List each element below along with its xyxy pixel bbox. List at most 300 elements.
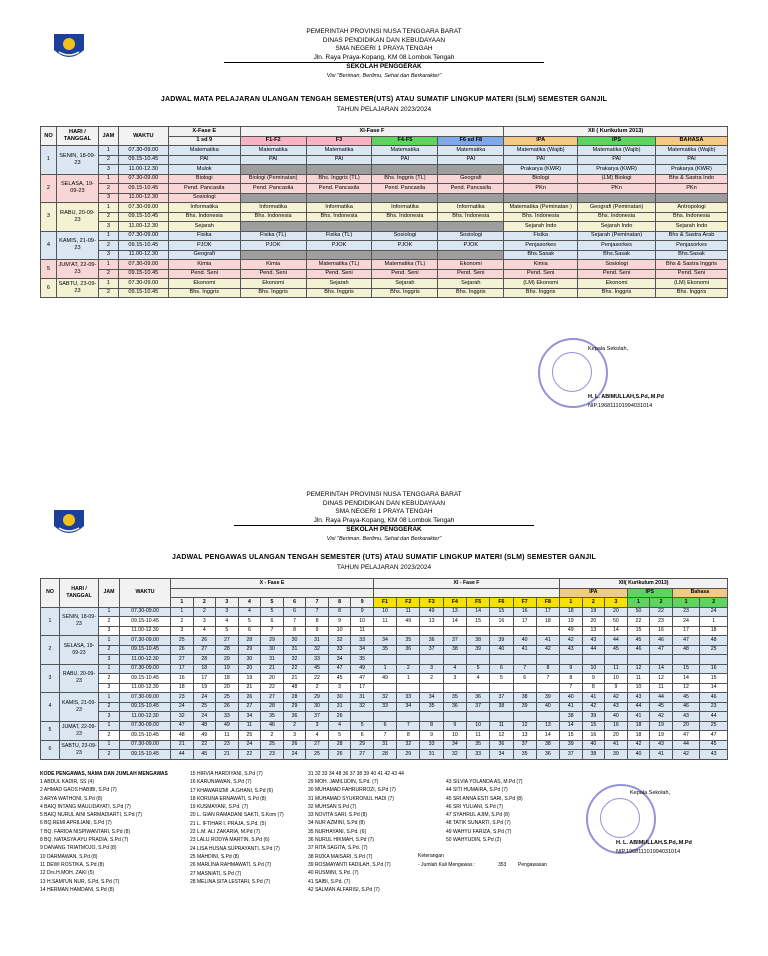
subject-cell: [438, 193, 504, 203]
subject-cell: PKn: [655, 184, 727, 194]
code-cell: 4: [466, 674, 489, 684]
code-cell: [536, 655, 559, 665]
code-cell: 13: [536, 721, 559, 731]
code-cell: 44: [605, 636, 628, 646]
subject-cell: [240, 222, 306, 232]
code-cell: 6: [238, 626, 261, 636]
col-header: F6 sd F8: [438, 136, 504, 146]
code-cell: 11: [605, 664, 628, 674]
code-cell: 14: [536, 731, 559, 741]
col-header: 9: [351, 598, 374, 608]
staff-entry: 47 SYAHRUL AJIM, S.Pd (8): [446, 812, 510, 819]
code-cell: 28: [261, 702, 284, 712]
col-header: 2: [700, 598, 728, 608]
subject-cell: PAI: [655, 155, 727, 165]
code-cell: 43: [627, 693, 650, 703]
table-row: [41, 674, 728, 684]
code-cell: 31: [283, 645, 306, 655]
day-number: 6: [41, 740, 60, 759]
code-cell: 7: [397, 721, 420, 731]
staff-entry: 10 DARMAWAN, S.Pd (8): [40, 853, 98, 860]
code-cell: 19: [650, 731, 673, 741]
code-cell: 45: [650, 702, 673, 712]
staff-entry: 33 NOVITA SARI, S.Pd (8): [308, 812, 368, 819]
time-cell: 11.00-12.30: [118, 193, 168, 203]
subject-cell: [240, 165, 306, 175]
code-cell: 46: [627, 645, 650, 655]
jam-cell: 3: [98, 250, 118, 260]
time-cell: 09.15-10.45: [118, 288, 168, 298]
jam-cell: 1: [98, 146, 118, 156]
subject-cell: Informatika: [240, 203, 306, 213]
code-cell: 43: [605, 702, 628, 712]
code-cell: 9: [443, 721, 466, 731]
subject-cell: Pend. Seni: [578, 269, 656, 279]
code-cell: 10: [582, 664, 605, 674]
signature-nip: NIP.196811101994031014: [588, 403, 653, 409]
code-cell: [443, 712, 466, 722]
code-cell: 24: [283, 750, 306, 760]
col-header: F1: [373, 598, 396, 608]
time-cell: 07.30-09.00: [120, 721, 171, 731]
code-cell: 42: [582, 702, 605, 712]
group-bahasa: Bahasa: [672, 588, 727, 598]
table-row: [41, 645, 728, 655]
code-cell: 27: [171, 655, 194, 665]
code-cell: 42: [536, 645, 559, 655]
code-cell: 46: [650, 636, 673, 646]
code-cell: 49: [351, 664, 374, 674]
code-cell: 9: [306, 626, 329, 636]
table-row: [41, 655, 728, 665]
group-xi: XI-Fase F: [240, 127, 504, 137]
code-cell: 43: [672, 712, 700, 722]
subject-cell: Matematika (Wajib): [578, 146, 656, 156]
code-cell: 7: [283, 617, 306, 627]
code-cell: 39: [536, 693, 559, 703]
code-cell: 35: [397, 636, 420, 646]
staff-entry: 24 LISA HUSNA SUPRAYANTI, S.Pd (7): [190, 845, 280, 852]
code-cell: 23: [216, 740, 239, 750]
code-cell: 30: [238, 655, 261, 665]
code-cell: [351, 712, 374, 722]
col-header: 1: [672, 598, 700, 608]
table-row: [41, 731, 728, 741]
code-cell: 41: [605, 740, 628, 750]
day-date: RABU, 20-09-23: [56, 203, 98, 232]
code-cell: 44: [627, 702, 650, 712]
subject-cell: Ekonomi: [240, 279, 306, 289]
time-cell: 07.30-09.00: [120, 664, 171, 674]
subject-cell: Bhs & Sastra Inggris: [655, 260, 727, 270]
code-cell: 10: [443, 731, 466, 741]
code-cell: 23: [650, 617, 673, 627]
letterhead: [40, 491, 728, 543]
schedule-year: TAHUN PELAJARAN 2023/2024: [336, 106, 432, 113]
subject-cell: Bhs. Inggris (TL): [306, 174, 372, 184]
subject-cell: Bhs. Indonesia: [306, 212, 372, 222]
subject-cell: Sejarah Indo: [504, 222, 578, 232]
staff-entry: 22 L.M. ALI ZAKARIA, M.Pd (7): [190, 829, 261, 836]
day-number: 5: [41, 260, 57, 279]
code-cell: 10: [328, 626, 351, 636]
code-cell: 39: [513, 702, 536, 712]
code-cell: 35: [443, 693, 466, 703]
subject-cell: PJOK: [372, 241, 438, 251]
subject-cell: Bhs. Indonesia: [578, 212, 656, 222]
table-row: [41, 721, 728, 731]
subject-cell: PAI: [168, 155, 240, 165]
code-cell: 17: [536, 607, 559, 617]
code-cell: 34: [443, 740, 466, 750]
subject-cell: Biologi: [168, 174, 240, 184]
code-cell: 5: [238, 617, 261, 627]
table-row: [41, 607, 728, 617]
subject-cell: PJOK: [240, 241, 306, 251]
code-cell: [443, 626, 466, 636]
code-cell: 23: [261, 750, 284, 760]
staff-entry: 41 SAIBI, S.Pd. (7): [308, 878, 351, 885]
code-cell: 32: [328, 636, 351, 646]
code-cell: 32: [443, 750, 466, 760]
subject-cell: Geografi: [168, 250, 240, 260]
code-cell: 7: [261, 626, 284, 636]
code-cell: 36: [443, 702, 466, 712]
code-cell: 25: [261, 740, 284, 750]
code-cell: 4: [193, 626, 216, 636]
code-cell: 32: [397, 740, 420, 750]
subject-cell: Bhs. Inggris (TL): [372, 174, 438, 184]
staff-entry: 17 KHAWARIZMI .A.GHANI, S.Pd (6): [190, 787, 273, 794]
code-cell: 25: [216, 693, 239, 703]
code-cell: 30: [283, 636, 306, 646]
jam-cell: 2: [98, 155, 118, 165]
subject-cell: Antropologi: [655, 203, 727, 213]
code-cell: 2: [193, 607, 216, 617]
code-cell: 11: [627, 674, 650, 684]
subject-cell: PAI: [306, 155, 372, 165]
subject-cell: Bhs. Inggris: [372, 288, 438, 298]
table-row: [41, 683, 728, 693]
code-cell: 40: [513, 636, 536, 646]
code-cell: 47: [171, 721, 194, 731]
col-header: 4: [238, 598, 261, 608]
code-cell: 34: [397, 702, 420, 712]
code-cell: 21: [261, 664, 284, 674]
subject-cell: [372, 222, 438, 232]
code-cell: 5: [466, 664, 489, 674]
code-cell: 49: [193, 731, 216, 741]
code-cell: [373, 712, 396, 722]
code-cell: 7: [536, 674, 559, 684]
code-cell: 22: [650, 607, 673, 617]
code-cell: 44: [171, 750, 194, 760]
code-cell: 34: [420, 693, 443, 703]
subject-cell: Ekonomi: [438, 260, 504, 270]
code-cell: 43: [560, 645, 583, 655]
subject-cell: Fisika (TL): [306, 231, 372, 241]
table-row: [41, 288, 728, 298]
table-row: [41, 184, 728, 194]
jam-cell: 2: [98, 212, 118, 222]
code-cell: 3: [306, 721, 329, 731]
letterhead-vision: Visi "Beriman, Berilmu, Sehat dan Berkarakter": [326, 535, 442, 542]
code-cell: 42: [672, 750, 700, 760]
code-cell: 31: [420, 750, 443, 760]
group-x: X-Fase E: [168, 127, 240, 137]
code-cell: 22: [306, 674, 329, 684]
staff-entry: 11 DEWI ROSTIKA, S.Pd (8): [40, 861, 105, 868]
time-cell: 11.00-12.30: [118, 222, 168, 232]
code-cell: 2: [397, 664, 420, 674]
subject-cell: Matematika (TL): [372, 260, 438, 270]
subject-cell: (LM) Ekonomi: [504, 279, 578, 289]
subject-cell: Sejarah: [168, 222, 240, 232]
code-cell: 44: [582, 645, 605, 655]
code-cell: 19: [650, 721, 673, 731]
day-date: JUM'AT, 22-09-23: [56, 260, 98, 279]
jam-cell: 2: [98, 288, 118, 298]
subject-cell: Matematika: [168, 146, 240, 156]
staff-entry: 9 DANANG TRIATMOJO, S.Pd (8): [40, 845, 117, 852]
staff-entry: 8 BQ. NATASYA AYU PRADIA, S.Pd (7): [40, 837, 129, 844]
code-cell: 44: [650, 693, 673, 703]
subject-cell: Mulok: [168, 165, 240, 175]
code-cell: 23: [672, 607, 700, 617]
staff-entry: 35 NURHAYANI, S.Pd. (6): [308, 828, 367, 835]
code-cell: 8: [582, 683, 605, 693]
subject-cell: Matematika (Wajib): [655, 146, 727, 156]
subject-cell: Bhs. Inggris: [578, 288, 656, 298]
subject-cell: Bhs & Sastra Arab: [655, 231, 727, 241]
code-cell: 16: [490, 617, 513, 627]
code-cell: 25: [238, 731, 261, 741]
jam-cell: 1: [99, 607, 120, 617]
code-cell: 47: [328, 664, 351, 674]
code-cell: 20: [261, 674, 284, 684]
code-cell: 32: [373, 693, 396, 703]
code-cell: 9: [420, 731, 443, 741]
code-cell: [536, 683, 559, 693]
col-header: 1: [627, 598, 650, 608]
table-row: [41, 636, 728, 646]
jam-cell: 2: [98, 269, 118, 279]
code-cell: 49: [420, 607, 443, 617]
letterhead-program: SEKOLAH PENGGERAK: [346, 63, 422, 70]
subject-cell: PKn: [504, 184, 578, 194]
subject-cell: Informatika: [306, 203, 372, 213]
code-cell: 7: [373, 731, 396, 741]
code-cell: 33: [306, 655, 329, 665]
code-cell: 21: [171, 740, 194, 750]
code-cell: 19: [582, 607, 605, 617]
schedule-title: JADWAL MATA PELAJARAN ULANGAN TENGAH SEMESTER(UTS) ATAU SUMATIF LINGKUP MATERI (SLM) SEMESTER GANJIL: [160, 96, 608, 103]
staff-list: [446, 778, 523, 844]
code-cell: [490, 626, 513, 636]
code-cell: 31: [261, 655, 284, 665]
time-cell: 07.30-09.00: [120, 740, 171, 750]
subject-cell: Bhs. Inggris: [306, 288, 372, 298]
col-header: 2: [650, 598, 673, 608]
subject-cell: Pend. Seni: [504, 269, 578, 279]
code-cell: 9: [351, 607, 374, 617]
time-cell: 07.30-09.00: [118, 231, 168, 241]
code-cell: 15: [582, 721, 605, 731]
subject-cell: Sejarah: [438, 279, 504, 289]
jam-cell: 2: [99, 645, 120, 655]
code-cell: 10: [605, 674, 628, 684]
code-cell: 24: [171, 702, 194, 712]
subject-cell: Sosiologi: [578, 260, 656, 270]
code-cell: [560, 655, 583, 665]
code-cell: 3: [171, 626, 194, 636]
code-cell: 16: [700, 664, 728, 674]
subject-cell: Kimia: [504, 260, 578, 270]
code-cell: 3: [328, 683, 351, 693]
code-cell: 19: [216, 664, 239, 674]
jam-cell: 1: [99, 664, 120, 674]
code-cell: 37: [306, 712, 329, 722]
time-cell: 09.15-10.45: [118, 269, 168, 279]
day-number: 5: [41, 721, 60, 740]
subject-cell: Penjasorkes: [504, 241, 578, 251]
code-cell: 28: [283, 693, 306, 703]
code-cell: 24: [238, 740, 261, 750]
code-cell: 38: [560, 712, 583, 722]
code-cell: 9: [560, 664, 583, 674]
subject-cell: Matematika (TL): [306, 260, 372, 270]
code-cell: 6: [283, 607, 306, 617]
code-cell: 20: [605, 731, 628, 741]
code-cell: 11: [490, 721, 513, 731]
table-row: [41, 750, 728, 760]
day-date: SENIN, 18-09-23: [56, 146, 98, 175]
col-header: F3: [420, 598, 443, 608]
subject-cell: Bhs. Indonesia: [240, 212, 306, 222]
subject-cell: [240, 250, 306, 260]
code-cell: 2: [306, 683, 329, 693]
code-cell: 49: [560, 626, 583, 636]
code-cell: 33: [420, 740, 443, 750]
subject-cell: Penjasorkes: [578, 241, 656, 251]
code-cell: 36: [420, 636, 443, 646]
staff-entry: 25 MAHDINI, S.Pd (8): [190, 853, 240, 860]
time-cell: 11.00-12.30: [120, 683, 171, 693]
subject-cell: PAI: [240, 155, 306, 165]
code-cell: 45: [672, 693, 700, 703]
day-number: 3: [41, 664, 60, 693]
code-cell: 31: [328, 702, 351, 712]
subject-cell: Bhs. Indonesia: [655, 212, 727, 222]
code-cell: 27: [238, 702, 261, 712]
code-cell: 11: [216, 731, 239, 741]
day-date: SENIN, 18-09-23: [60, 607, 99, 636]
table-row: [41, 626, 728, 636]
code-cell: 37: [490, 693, 513, 703]
code-cell: 37: [466, 702, 489, 712]
code-cell: 47: [672, 636, 700, 646]
code-cell: 5: [351, 721, 374, 731]
subject-cell: PAI: [504, 155, 578, 165]
jam-cell: 2: [99, 750, 120, 760]
subject-cell: Sosiologi: [168, 193, 240, 203]
letterhead-line: DINAS PENDIDIKAN DAN KEBUDAYAAN: [322, 499, 446, 507]
code-cell: 2: [261, 731, 284, 741]
code-cell: [420, 655, 443, 665]
code-cell: 48: [283, 683, 306, 693]
code-cell: 50: [627, 607, 650, 617]
subject-cell: Pend. Pancasila: [240, 184, 306, 194]
code-cell: [490, 655, 513, 665]
code-cell: 30: [328, 693, 351, 703]
code-cell: 37: [443, 636, 466, 646]
code-cell: 49: [373, 674, 396, 684]
subject-cell: Matematika: [306, 146, 372, 156]
subject-cell: [578, 193, 656, 203]
code-cell: 28: [216, 645, 239, 655]
code-cell: 13: [443, 607, 466, 617]
subject-cell: Pend. Seni: [655, 269, 727, 279]
col-header: F3: [306, 136, 372, 146]
staff-entry: 3 ARYA WATHONI, S.Pd (8): [40, 795, 103, 802]
code-cell: 26: [171, 645, 194, 655]
note-text: - Jumlah Kali Mengawas :: [418, 862, 476, 868]
staff-entry: 23 LALU RODYA MARTIN, S.Pd (6): [190, 837, 270, 844]
code-cell: 32: [283, 655, 306, 665]
staff-entry: 2 AHMAD GAOS HABIBI, S.Pd (7): [40, 787, 117, 794]
code-cell: 36: [536, 750, 559, 760]
code-cell: 12: [490, 731, 513, 741]
code-cell: 6: [513, 674, 536, 684]
subject-cell: Sejarah: [372, 279, 438, 289]
subject-cell: Bhs.Sasak: [578, 250, 656, 260]
code-cell: 2: [283, 721, 306, 731]
code-cell: 25: [171, 636, 194, 646]
subject-cell: Ekonomi: [578, 279, 656, 289]
code-cell: 22: [238, 750, 261, 760]
subject-cell: Bhs. Inggris: [168, 288, 240, 298]
col-header: 5: [261, 598, 284, 608]
table-row: [41, 241, 728, 251]
subject-cell: Informatika: [168, 203, 240, 213]
code-cell: 20: [216, 683, 239, 693]
code-cell: 45: [306, 664, 329, 674]
code-cell: 36: [283, 712, 306, 722]
code-cell: 31: [373, 740, 396, 750]
code-cell: 38: [443, 645, 466, 655]
subject-cell: Matematika (Wajib): [504, 146, 578, 156]
code-cell: 33: [466, 750, 489, 760]
jam-cell: 3: [99, 683, 120, 693]
code-cell: 5: [261, 607, 284, 617]
day-date: SELASA, 19-09-23: [60, 636, 99, 665]
code-cell: 40: [490, 645, 513, 655]
time-cell: 09.15-10.45: [120, 731, 171, 741]
code-cell: 9: [605, 683, 628, 693]
staff-entry: 43 SILVIA YOLANDA AS, M.Pd (7): [446, 779, 523, 785]
code-cell: 32: [351, 702, 374, 712]
code-cell: 11: [397, 607, 420, 617]
letterhead-line: PEMERINTAH PROVINSI NUSA TENGGARA BARAT: [306, 491, 462, 498]
code-cell: 25: [306, 750, 329, 760]
code-cell: 40: [560, 693, 583, 703]
col-header: F1-F2: [240, 136, 306, 146]
staff-entry: 30 MUHAMAD FAHRURROZI, S.Pd (7): [308, 787, 396, 794]
code-cell: 2: [171, 617, 194, 627]
code-cell: 34: [238, 712, 261, 722]
jam-cell: 3: [99, 712, 120, 722]
code-cell: 19: [560, 617, 583, 627]
